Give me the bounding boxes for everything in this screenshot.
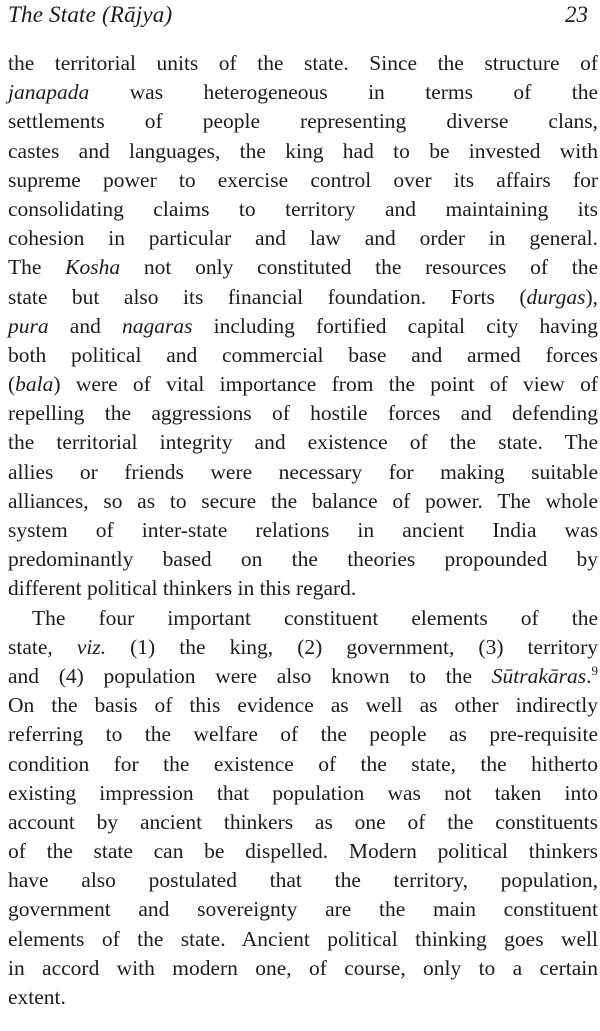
text-line: (bala) were of vital importance from the point of view of (8, 372, 598, 397)
text-line: the territorial units of the state. Since the structure of (8, 51, 598, 75)
text-line: alliances, so as to secure the balance of power. The whole (8, 488, 598, 513)
text-line: both political and commercial base and armed forces (8, 342, 598, 367)
text-line: extent. (8, 985, 66, 1009)
text-line: pura and nagaras including fortified capital city having (8, 313, 598, 338)
italic-term: janapada (8, 80, 90, 105)
text-line: government and sovereignty are the main constituent (8, 897, 598, 922)
body-text (8, 49, 598, 1012)
running-head-title: The State (Rājya) (8, 2, 173, 27)
text-line: referring to the welfare of the people as pre-requisite (8, 722, 598, 747)
text-line: different political thinkers in this regard. (8, 576, 357, 601)
text-line: The four important constituent elements of the (32, 605, 598, 630)
text-line: janapada was heterogeneous in terms of the (8, 80, 598, 105)
text-line: account by ancient thinkers as one of the constituents (8, 809, 598, 834)
text-line: cohesion in particular and law and order in general. (8, 226, 598, 251)
italic-term: Sūtrakāras (491, 663, 587, 688)
text-line: predominantly based on the theories propounded by (8, 547, 598, 572)
running-head (8, 0, 588, 30)
text-line: have also postulated that the territory, population, (8, 868, 598, 893)
text-line: castes and languages, the king had to be invested with (8, 138, 598, 163)
text-line: the territorial integrity and existence of the state. The (8, 430, 598, 455)
text-line: existing impression that population was not taken into (8, 780, 598, 805)
text-line: of the state can be dispelled. Modern political thinkers (8, 839, 598, 864)
text-line: state but also its financial foundation. Forts (durgas), (8, 284, 598, 309)
text-line: repelling the aggressions of hostile forces and defending (8, 401, 598, 426)
italic-term: bala (15, 372, 54, 397)
text-line: On the basis of this evidence as well as other indirectly (8, 693, 598, 718)
italic-term: viz. (76, 634, 107, 659)
footnote-reference: 9 (591, 662, 598, 678)
text-line: and (4) population were also known to the Sūtrakāras.$^9$ (8, 662, 598, 688)
italic-term: nagaras (122, 313, 193, 338)
text-line: in accord with modern one, of course, only to a certain (8, 955, 598, 980)
text-line: allies or friends were necessary for making suitable (8, 459, 598, 484)
italic-term: durgas (526, 284, 586, 309)
text-line: elements of the state. Ancient political thinking goes well (8, 926, 598, 951)
text-line: supreme power to exercise control over its affairs for (8, 167, 598, 192)
text-line: condition for the existence of the state, the hitherto (8, 751, 598, 776)
italic-term: Kosha (65, 255, 121, 280)
text-line: settlements of people representing diverse clans, (8, 109, 598, 134)
text-line: system of inter-state relations in ancient India was (8, 518, 598, 542)
text-line: consolidating claims to territory and maintaining its (8, 196, 598, 221)
page-number: 23 (565, 2, 588, 27)
italic-term: pura (8, 313, 49, 338)
text-line: The Kosha not only constituted the resources of the (8, 255, 598, 280)
text-line: state, viz. (1) the king, (2) government, (3) territory (8, 634, 598, 659)
